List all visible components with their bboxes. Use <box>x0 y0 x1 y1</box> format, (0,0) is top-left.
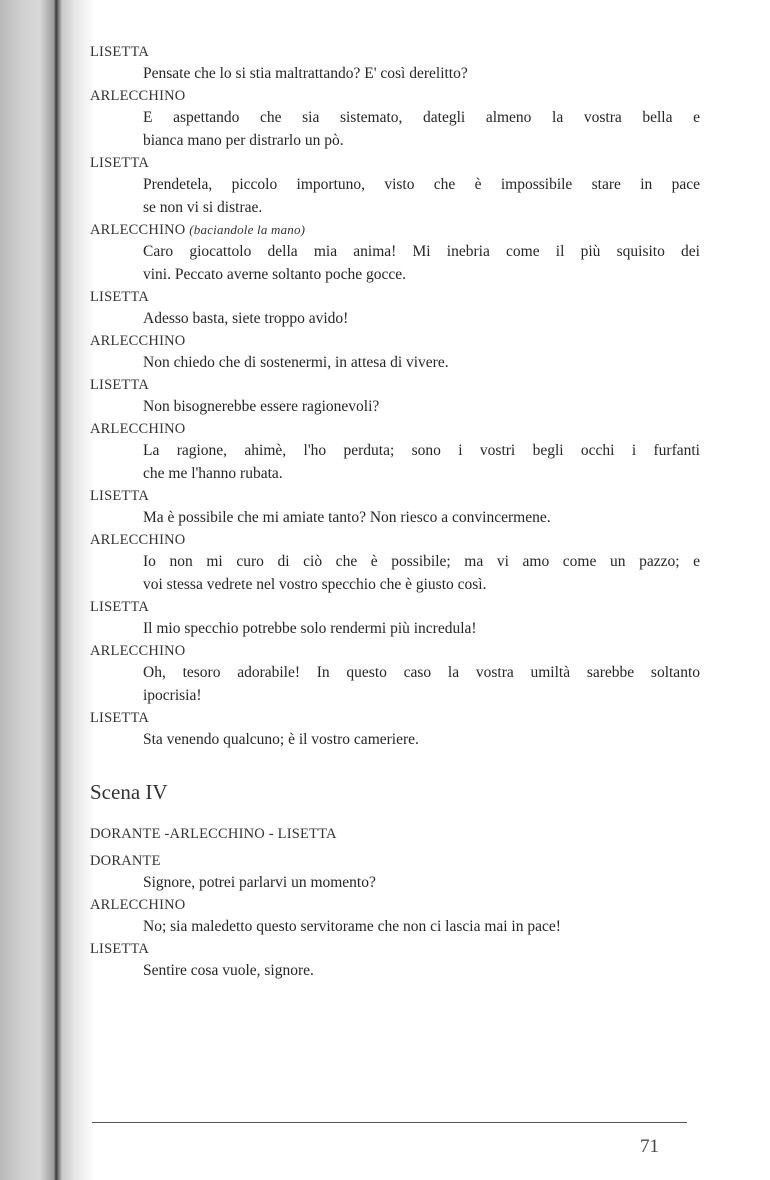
speaker-label: ARLECCHINO <box>90 333 186 349</box>
speaker-name <box>90 42 700 62</box>
text-line: bianca mano per distrarlo un pò. <box>143 132 344 149</box>
dialogue-text <box>90 307 700 330</box>
dialogue-text <box>90 871 700 894</box>
text-line: Non chiedo che di sostenermi, in attesa di vivere. <box>143 354 449 371</box>
footer-rule <box>92 1122 687 1123</box>
text-line: Il mio specchio potrebbe solo rendermi più incredula! <box>143 620 477 637</box>
text-line: voi stessa vedrete nel vostro specchio che è giusto così. <box>143 576 487 593</box>
dialogue-block <box>90 597 700 640</box>
dialogue-text <box>90 617 700 640</box>
speaker-name <box>90 895 700 915</box>
speaker-label: LISETTA <box>90 599 150 615</box>
speaker-name <box>90 486 700 506</box>
text-line: Ma è possibile che mi amiate tanto? Non riesco a convincermene. <box>143 509 551 526</box>
dialogue-text <box>90 106 700 152</box>
speaker-label: ARLECCHINO <box>90 532 186 548</box>
scene-cast-list: DORANTE -ARLECCHINO - LISETTA <box>90 826 337 842</box>
text-line: Sentire cosa vuole, signore. <box>143 962 314 979</box>
text-line: Oh, tesoro adorabile! In questo caso la vostra umiltà sarebbe soltanto <box>143 664 700 681</box>
dialogue-text <box>90 959 700 982</box>
text-line: Adesso basta, siete troppo avido! <box>143 310 349 327</box>
dialogue-block <box>90 486 700 529</box>
speaker-label: LISETTA <box>90 488 150 504</box>
dialogue-block <box>90 375 700 418</box>
text-line: Caro giocattolo della mia anima! Mi inebria come il più squisito dei <box>143 243 700 260</box>
text-line: vini. Peccato averne soltanto poche gocce. <box>143 266 406 283</box>
speaker-label: LISETTA <box>90 377 150 393</box>
speaker-name <box>90 939 700 959</box>
speaker-name <box>90 419 700 439</box>
text-line: Signore, potrei parlarvi un momento? <box>143 874 376 891</box>
text-line: Io non mi curo di ciò che è possibile; ma vi amo come un pazzo; e <box>143 553 700 570</box>
speaker-name <box>90 86 700 106</box>
text-line: Prendetela, piccolo importuno, visto che è impossibile stare in pace <box>143 176 700 193</box>
speaker-label: LISETTA <box>90 44 150 60</box>
speaker-label: LISETTA <box>90 155 150 171</box>
text-line: E aspettando che sia sistemato, dategli almeno la vostra bella e <box>143 109 700 126</box>
speaker-label: LISETTA <box>90 710 150 726</box>
text-line: Sta venendo qualcuno; è il vostro cameriere. <box>143 731 419 748</box>
dialogue-text <box>90 395 700 418</box>
speaker-name <box>90 220 700 240</box>
dialogue-text <box>90 506 700 529</box>
dialogue-block <box>90 42 700 85</box>
dialogue-block <box>90 641 700 707</box>
dialogue-block <box>90 708 700 751</box>
dialogue-text <box>90 240 700 286</box>
page-body <box>90 42 700 983</box>
speaker-name <box>90 597 700 617</box>
dialogue-block <box>90 530 700 596</box>
page-number: 71 <box>640 1136 659 1157</box>
speaker-name <box>90 153 700 173</box>
speaker-label: ARLECCHINO <box>90 222 186 238</box>
dialogue-section-2 <box>90 851 700 982</box>
dialogue-block <box>90 86 700 152</box>
speaker-name <box>90 331 700 351</box>
dialogue-text <box>90 728 700 751</box>
dialogue-block <box>90 419 700 485</box>
speaker-label: LISETTA <box>90 289 150 305</box>
dialogue-block <box>90 939 700 982</box>
book-binding-shadow <box>0 0 95 1180</box>
dialogue-block <box>90 895 700 938</box>
dialogue-block <box>90 220 700 286</box>
stage-direction: (baciandole la mano) <box>189 222 306 237</box>
speaker-name <box>90 287 700 307</box>
dialogue-block <box>90 331 700 374</box>
speaker-name <box>90 530 700 550</box>
text-line: Pensate che lo si stia maltrattando? E' così derelitto? <box>143 65 468 82</box>
speaker-label: DORANTE <box>90 853 161 869</box>
text-line: se non vi si distrae. <box>143 199 263 216</box>
dialogue-block <box>90 851 700 894</box>
speaker-label: ARLECCHINO <box>90 643 186 659</box>
dialogue-text <box>90 661 700 707</box>
text-line: Non bisognerebbe essere ragionevoli? <box>143 398 380 415</box>
dialogue-text <box>90 550 700 596</box>
text-line: La ragione, ahimè, l'ho perduta; sono i vostri begli occhi i furfanti <box>143 442 700 459</box>
dialogue-text <box>90 173 700 219</box>
speaker-label: ARLECCHINO <box>90 421 186 437</box>
text-line: No; sia maledetto questo servitorame che non ci lascia mai in pace! <box>143 918 561 935</box>
dialogue-text <box>90 62 700 85</box>
scene-title: Scena IV <box>90 780 168 804</box>
text-line: che me l'hanno rubata. <box>143 465 283 482</box>
dialogue-section-1 <box>90 42 700 751</box>
dialogue-block <box>90 153 700 219</box>
speaker-name <box>90 375 700 395</box>
speaker-label: LISETTA <box>90 941 150 957</box>
text-line: ipocrisia! <box>143 687 202 704</box>
speaker-name <box>90 851 700 871</box>
speaker-name <box>90 641 700 661</box>
speaker-name <box>90 708 700 728</box>
dialogue-text <box>90 439 700 485</box>
dialogue-text <box>90 351 700 374</box>
speaker-label: ARLECCHINO <box>90 88 186 104</box>
speaker-label: ARLECCHINO <box>90 897 186 913</box>
dialogue-text <box>90 915 700 938</box>
dialogue-block <box>90 287 700 330</box>
